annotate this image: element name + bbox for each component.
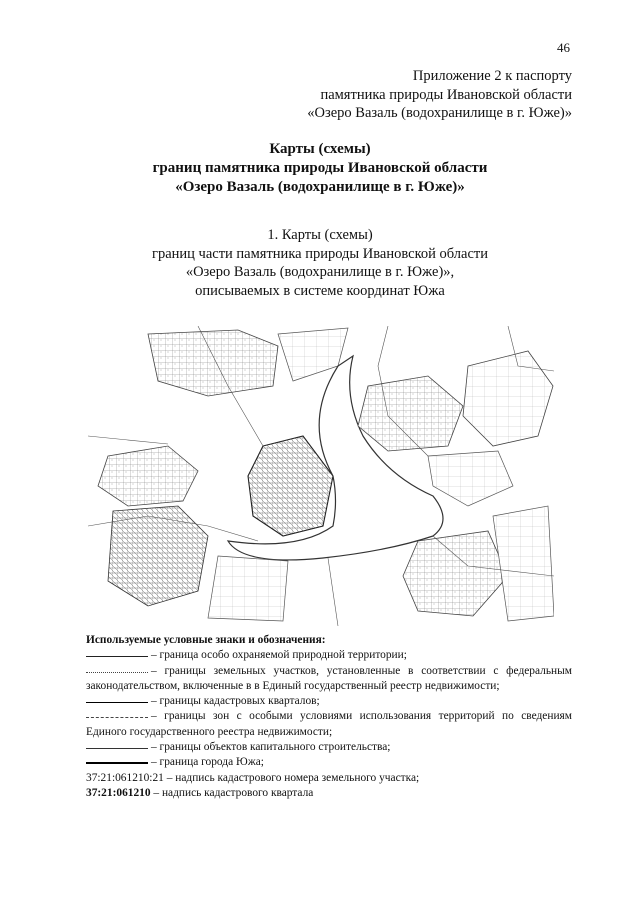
legend-item-parcel-boundary [86, 664, 572, 695]
map-block [208, 556, 288, 621]
title-line: Карты (схемы) [269, 141, 371, 157]
legend-item-text: – границы кадастровых кварталов; [151, 695, 320, 708]
legend-item-text: – границы земельных участков, установленные в соответствии с федеральным законодательством, включенные в в Единый государственный реестр недвижимости; [86, 664, 572, 692]
map-block [358, 376, 463, 451]
appendix-line: памятника природы Ивановской области [320, 86, 572, 103]
appendix-line: «Озеро Вазаль (водохранилище в г. Юже)» [307, 105, 572, 121]
map-block [148, 330, 278, 396]
legend-item-oopt-boundary [86, 648, 572, 663]
legend-item-capital-object-boundary [86, 740, 572, 755]
section-line: описываемых в системе координат Южа [195, 282, 445, 299]
title-line: границ памятника природы Ивановской области [152, 160, 488, 176]
city-boundary-line-icon [86, 757, 148, 765]
legend-heading: Используемые условные знаки и обозначения: [86, 634, 326, 646]
cadastral-map [88, 326, 554, 626]
map-block [98, 446, 198, 506]
legend-item-text: – границы зон с особыми условиями использования территорий по сведениям Единого государственного реестра недвижимости; [86, 710, 572, 738]
legend-item-parcel-label [86, 771, 572, 786]
legend-item-text: – надпись кадастрового номера земельного участка; [166, 771, 420, 784]
appendix-line: Приложение 2 к паспорту [412, 68, 572, 84]
map-block [108, 506, 208, 606]
document-title [0, 140, 640, 197]
legend-item-city-boundary [86, 755, 572, 770]
appendix-header [307, 67, 572, 123]
parcel-number-sample: 37:21:061210:21 [86, 771, 164, 784]
section-heading [0, 226, 640, 300]
map-block [493, 506, 554, 621]
map-block [463, 351, 553, 446]
legend-item-text: – граница города Южа; [151, 756, 264, 769]
legend-item-quarter-label [86, 786, 572, 801]
capital-object-line-icon [86, 742, 148, 750]
parcel-boundary-line-icon [86, 666, 148, 674]
map-block [403, 531, 508, 616]
section-line: 1. Карты (схемы) [267, 227, 373, 243]
legend [86, 633, 572, 801]
map-island [248, 436, 333, 536]
legend-item-text: – граница особо охраняемой природной территории; [151, 649, 407, 662]
page-number: 46 [557, 40, 570, 55]
special-zone-line-icon [86, 711, 148, 719]
map-block [428, 451, 513, 506]
quarter-number-sample: 37:21:061210 [86, 786, 151, 799]
legend-item-text: – надпись кадастрового квартала [153, 786, 314, 799]
section-line: «Озеро Вазаль (водохранилище в г. Юже)», [185, 264, 455, 280]
section-line: границ части памятника природы Ивановской области [152, 245, 488, 262]
title-line: «Озеро Вазаль (водохранилище в г. Юже)» [175, 179, 465, 195]
legend-item-cadastral-quarter-boundary [86, 694, 572, 709]
legend-item-text: – границы объектов капитального строительства; [151, 741, 391, 754]
legend-item-special-zone-boundary [86, 709, 572, 740]
oopt-boundary-line-icon [86, 650, 148, 658]
cadastral-quarter-line-icon [86, 696, 148, 704]
